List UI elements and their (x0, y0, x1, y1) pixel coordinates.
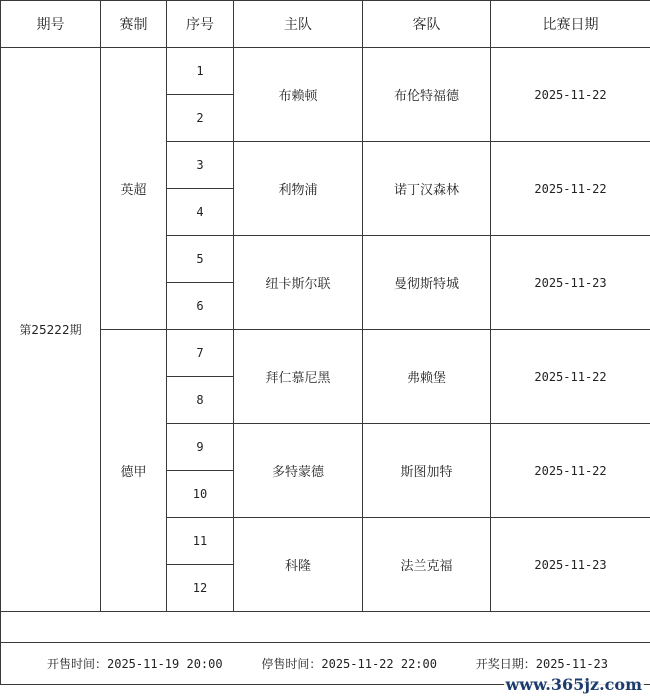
away-team-cell: 布伦特福德 (363, 48, 491, 142)
seq-cell: 3 (167, 142, 234, 189)
home-team-cell: 科隆 (234, 518, 363, 612)
seq-cell: 9 (167, 424, 234, 471)
blank-row (1, 612, 650, 643)
header-home: 主队 (234, 1, 363, 48)
seq-cell: 7 (167, 330, 234, 377)
header-format: 赛制 (101, 1, 167, 48)
away-team-cell: 斯图加特 (363, 424, 491, 518)
league-cell: 英超 (101, 48, 167, 330)
watermark: www.365jz.com (505, 675, 642, 694)
match-date-cell: 2025-11-22 (491, 48, 650, 142)
home-team-cell: 布赖顿 (234, 48, 363, 142)
sale-stop-time: 停售时间：2025-11-22 22:00 (261, 657, 437, 671)
header-away: 客队 (363, 1, 491, 48)
away-team-cell: 曼彻斯特城 (363, 236, 491, 330)
seq-cell: 12 (167, 565, 234, 612)
issue-cell: 第25222期 (1, 48, 101, 612)
header-date: 比赛日期 (491, 1, 650, 48)
home-team-cell: 多特蒙德 (234, 424, 363, 518)
header-issue: 期号 (1, 1, 101, 48)
draw-date: 开奖日期：2025-11-23 (475, 657, 608, 671)
blank-cell (1, 612, 650, 643)
away-team-cell: 弗赖堡 (363, 330, 491, 424)
sale-start-time: 开售时间：2025-11-19 20:00 (47, 657, 223, 671)
match-date-cell: 2025-11-23 (491, 236, 650, 330)
match-date-cell: 2025-11-22 (491, 424, 650, 518)
home-team-cell: 利物浦 (234, 142, 363, 236)
seq-cell: 1 (167, 48, 234, 95)
header-seq: 序号 (167, 1, 234, 48)
header-row (1, 1, 650, 48)
away-team-cell: 诺丁汉森林 (363, 142, 491, 236)
seq-cell: 11 (167, 518, 234, 565)
seq-cell: 5 (167, 236, 234, 283)
seq-cell: 2 (167, 95, 234, 142)
table-row (1, 48, 650, 95)
home-team-cell: 拜仁慕尼黑 (234, 330, 363, 424)
away-team-cell: 法兰克福 (363, 518, 491, 612)
seq-cell: 4 (167, 189, 234, 236)
home-team-cell: 纽卡斯尔联 (234, 236, 363, 330)
seq-cell: 8 (167, 377, 234, 424)
league-cell: 德甲 (101, 330, 167, 612)
match-date-cell: 2025-11-22 (491, 330, 650, 424)
seq-cell: 6 (167, 283, 234, 330)
match-date-cell: 2025-11-23 (491, 518, 650, 612)
match-date-cell: 2025-11-22 (491, 142, 650, 236)
seq-cell: 10 (167, 471, 234, 518)
